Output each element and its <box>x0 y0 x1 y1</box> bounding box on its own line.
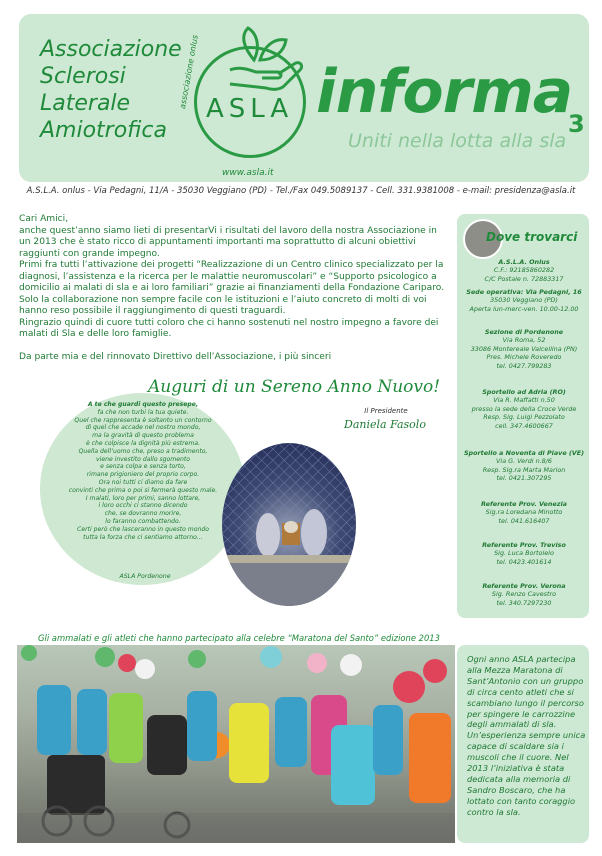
poem-line: tutta la forza che ci sentiamo attorno… <box>83 533 203 541</box>
location-head: Referente Prov. Treviso <box>482 541 566 549</box>
location-head: Sportello a Noventa di Piave (VE) <box>463 449 585 457</box>
location-line: Via R. Maffatti n.50 <box>493 396 555 405</box>
poem-line: lo faranno combattendo. <box>105 517 181 525</box>
nativity-photo <box>222 443 356 606</box>
location-line: tel. 340.7297230 <box>496 598 552 607</box>
location-line: Aperta lun-merc-ven. 10.00-12.00 <box>469 304 579 313</box>
location-line: tel. 0427.799283 <box>496 361 552 370</box>
location-block <box>461 449 587 483</box>
poem-line: Quella dell’uomo che, preso a tradimento, <box>78 447 208 455</box>
president-signature: Daniela Fasolo <box>344 418 426 431</box>
logo-arc-text: associazione onlus <box>178 34 200 110</box>
asla-logo <box>178 26 310 164</box>
location-head: Sezione di Pordenone <box>484 328 564 336</box>
location-line: Sig. Renzo Cavestro <box>491 590 557 599</box>
masthead-title: informa <box>316 57 573 127</box>
marathon-crowd-image <box>17 645 455 843</box>
poem-line: di quel che accade nel nostro mondo, <box>85 424 201 432</box>
letter-paragraph: Primi fra tutti l’attivazione dei progetti “Realizzazione di un Centro clinico specializzato per la diagnosi, l’assistenza e la ricerca per le malattie neuromuscolari” e “Supporto psicologico a domicilio ai malati di sla e ai loro familiari” grazie ai finanziamenti della Fondazione Cariparo. <box>19 260 445 293</box>
location-line: Sig. Luca Bortolelo <box>494 549 554 558</box>
location-line: C/C Postale n. 72883317 <box>484 274 564 283</box>
hand-leaves-icon <box>226 26 306 92</box>
poem-line: Quel che rappresenta è soltanto un contorno <box>74 416 212 424</box>
marathon-photo <box>17 645 455 843</box>
president-role: Il Presidente <box>364 407 408 415</box>
poem-line: Ora noi tutti ci diamo da fare <box>98 478 188 486</box>
location-line: tel. 0421.307295 <box>496 474 552 483</box>
assoc-line: Sclerosi <box>40 64 126 89</box>
location-line: presso la sede della Croce Verde <box>471 404 577 413</box>
location-line: cell. 347.4600667 <box>495 421 553 430</box>
location-line: 33086 Montereale Valcellina (PN) <box>470 344 578 353</box>
location-block <box>461 500 587 525</box>
association-name <box>40 36 182 144</box>
photo-caption: Gli ammalati e gli atleti che hanno partecipato alla celebre “Maratona del Santo” edizione 2013 <box>38 633 440 643</box>
nativity-scene-image <box>222 443 356 606</box>
website-url[interactable]: www.asla.it <box>222 168 274 178</box>
location-line: Resp. Sig. Luigi Pezzolato <box>483 413 565 422</box>
assoc-line: Amiotrofica <box>40 118 167 143</box>
location-line: Pres. Michele Roveredo <box>486 353 562 362</box>
location-line: 35030 Veggiano (PD) <box>490 296 558 305</box>
sidebar-title: Dove trovarci <box>486 230 578 244</box>
location-block <box>461 388 587 430</box>
poem-signature: ASLA Pordenone <box>119 573 171 580</box>
letter-greeting: Cari Amici, <box>19 214 69 224</box>
location-head: Sede operativa: Via Pedagni, 16 <box>466 288 582 296</box>
president-letter <box>19 214 451 363</box>
location-block <box>461 258 587 283</box>
letter-closing: Da parte mia e del rinnovato Direttivo dell’Associazione, i più sinceri <box>19 351 332 362</box>
poem-line: ma la gravità di questo problema <box>92 432 194 440</box>
story-text: Ogni anno ASLA partecipa alla Mezza Maratona di Sant’Antonio con un gruppo di circa cento atleti che si scambiano lungo il percorso per spingere le carrozzine degli ammalati di sla. Un’esperienza sempre unica capace di scaldare sia i muscoli che il cuore. Nel 2013 l’iniziativa è stata dedicata alla memoria di Sandro Boscaro, che ha lottato con tanto coraggio contro la sla. <box>467 654 586 817</box>
location-line: Via Roma, 52 <box>502 336 546 345</box>
issue-number: 3 <box>568 110 585 138</box>
location-line: tel. 0423.401614 <box>496 557 552 566</box>
assoc-line: Laterale <box>40 91 131 116</box>
location-block <box>461 288 587 313</box>
location-block <box>461 541 587 566</box>
location-block <box>461 328 587 370</box>
tagline: Uniti nella lotta alla sla <box>348 130 567 152</box>
location-head: A.S.L.A. Onlus <box>498 258 550 266</box>
contact-line: A.S.L.A. onlus - Via Pedagni, 11/A - 35030 Veggiano (PD) - Tel./Fax 049.5089137 - Cell. 331.9381008 - e-mail: presidenza@asla.it <box>26 186 576 196</box>
location-head: Referente Prov. Verona <box>482 582 566 590</box>
location-head: Referente Prov. Venezia <box>481 500 567 508</box>
poem-line: che, se dovranno morire, <box>104 510 182 518</box>
logo-wordmark: ASLA <box>206 94 294 124</box>
location-head: Sportello ad Adria (RO) <box>482 388 566 396</box>
location-line: Sig.ra Loredana Minotto <box>485 508 563 517</box>
location-line: C.F.: 92185860282 <box>493 266 555 275</box>
poem <box>60 401 226 541</box>
greetings-heading: Auguri di un Sereno Anno Nuovo! <box>148 377 441 397</box>
location-line: Resp. Sig.ra Marta Marion <box>482 465 566 474</box>
poem-title: A te che guardi questo presepe, <box>87 401 199 408</box>
location-block <box>461 582 587 607</box>
poem-line: fa che non turbi la tua quiete. <box>97 408 189 416</box>
assoc-line: Associazione <box>40 37 182 62</box>
poem-line: e senza colpa e senza torto, <box>100 463 186 471</box>
poem-line: I malati, loro per primi, sanno lottare, <box>85 494 201 502</box>
poem-line: convinti che prima o poi si fermerà questo male. <box>68 486 218 494</box>
poem-line: viene investito dallo sgomento <box>96 455 190 463</box>
poem-line: è che colpisce la dignità più estrema. <box>85 439 201 447</box>
letter-paragraph: Ringrazio quindi di cuore tutti coloro che ci hanno sostenuti nel nostro impegno a favore dei malati di Sla e delle loro famiglie. <box>19 317 439 339</box>
poem-line: i loro occhi ci stanno dicendo <box>98 502 188 510</box>
poem-line: rimane prigioniero del proprio corpo. <box>86 471 200 479</box>
letter-paragraph: anche quest’anno siamo lieti di presentarVi i risultati del lavoro della nostra Associazione in un 2013 che è stato ricco di appuntamenti importanti ma soprattutto di alcuni obiettivi raggiunti con grande impegno. <box>19 225 437 259</box>
location-line: tel. 041.616407 <box>498 516 550 525</box>
poem-line: Certi però che lasceranno in questo mondo <box>77 525 209 533</box>
letter-paragraph: Solo la collaborazione non sempre facile con le istituzioni e l’aiuto concreto di molti di voi hanno reso possibile il raggiungimento di questi traguardi. <box>19 294 427 316</box>
location-line: Via G. Verdi n.8/6 <box>496 457 552 466</box>
